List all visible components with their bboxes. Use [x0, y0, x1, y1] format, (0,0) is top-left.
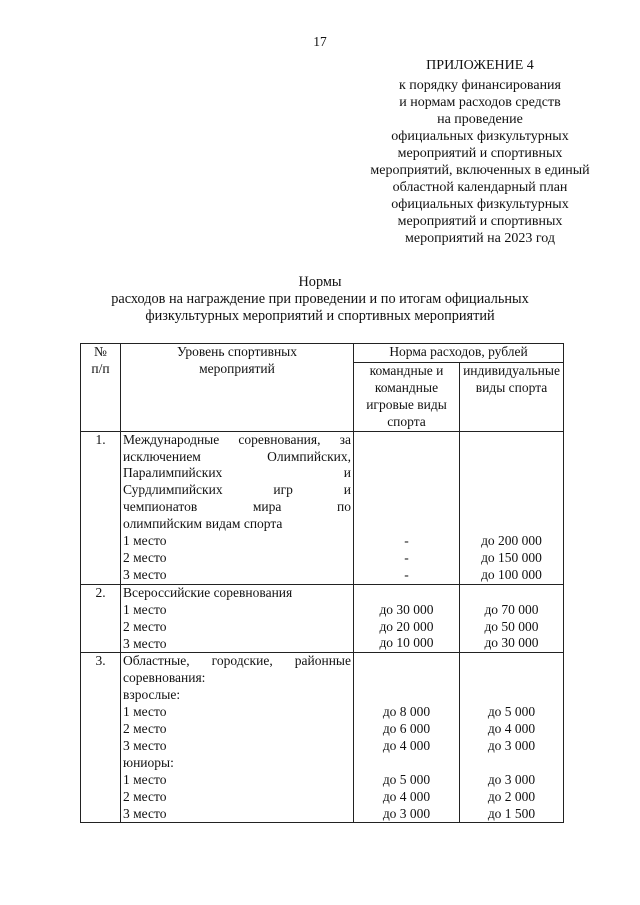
appendix-line: мероприятий и спортивных [397, 146, 563, 161]
header-number: № п/п [81, 344, 121, 432]
row-number: 3. [81, 653, 121, 823]
table-row [81, 653, 564, 823]
row-level: Международные соревнования, за исключением Олимпийских, Паралимпийских и Сурдлимпийских игр и чемпионатов мира по олимпийским видам спорта 1 место 2 место 3 место [121, 431, 354, 584]
row-team-values: до 8 000 до 6 000 до 4 000 до 5 000 до 4 000 до 3 000 [354, 653, 460, 823]
row-level: Областные, городские, районные соревнования: взрослые: 1 место 2 место 3 место юниоры: 1 место 2 место 3 место [121, 653, 354, 823]
norms-table [80, 343, 564, 823]
row-individual-values: до 200 000 до 150 000 до 100 000 [460, 431, 564, 584]
row-team-values: до 30 000 до 20 000 до 10 000 [354, 584, 460, 653]
row-number: 2. [81, 584, 121, 653]
heading-line: физкультурных мероприятий и спортивных мероприятий [145, 308, 495, 324]
row-individual-values: до 70 000 до 50 000 до 30 000 [460, 584, 564, 653]
row-level: Всероссийские соревнования 1 место 2 место 3 место [121, 584, 354, 653]
appendix-line: официальных физкультурных [391, 129, 569, 144]
appendix-line: к порядку финансирования [399, 78, 561, 93]
row-team-values: - - - [354, 431, 460, 584]
row-individual-values: до 5 000 до 4 000 до 3 000 до 3 000 до 2 000 до 1 500 [460, 653, 564, 823]
appendix-line: областной календарный план [392, 180, 568, 195]
heading-line: расходов на награждение при проведении и по итогам официальных [111, 291, 529, 307]
page-number: 17 [313, 34, 327, 49]
appendix-line: мероприятий на 2023 год [405, 231, 555, 246]
appendix-line: официальных физкультурных [391, 197, 569, 212]
header-team: командные и командные игровые виды спорта [354, 363, 460, 432]
table-row [81, 584, 564, 653]
appendix-line: и нормам расходов средств [399, 95, 561, 110]
appendix-line: на проведение [437, 112, 523, 127]
header-level: Уровень спортивных мероприятий [121, 344, 354, 432]
header-norm: Норма расходов, рублей [354, 344, 564, 363]
header-individual: индивидуальные виды спорта [460, 363, 564, 432]
appendix-line: мероприятий и спортивных [397, 214, 563, 229]
appendix-title: ПРИЛОЖЕНИЕ 4 [426, 58, 534, 73]
appendix-line: мероприятий, включенных в единый [370, 163, 590, 178]
heading-title: Нормы [298, 274, 342, 290]
table-row [81, 431, 564, 584]
row-number: 1. [81, 431, 121, 584]
